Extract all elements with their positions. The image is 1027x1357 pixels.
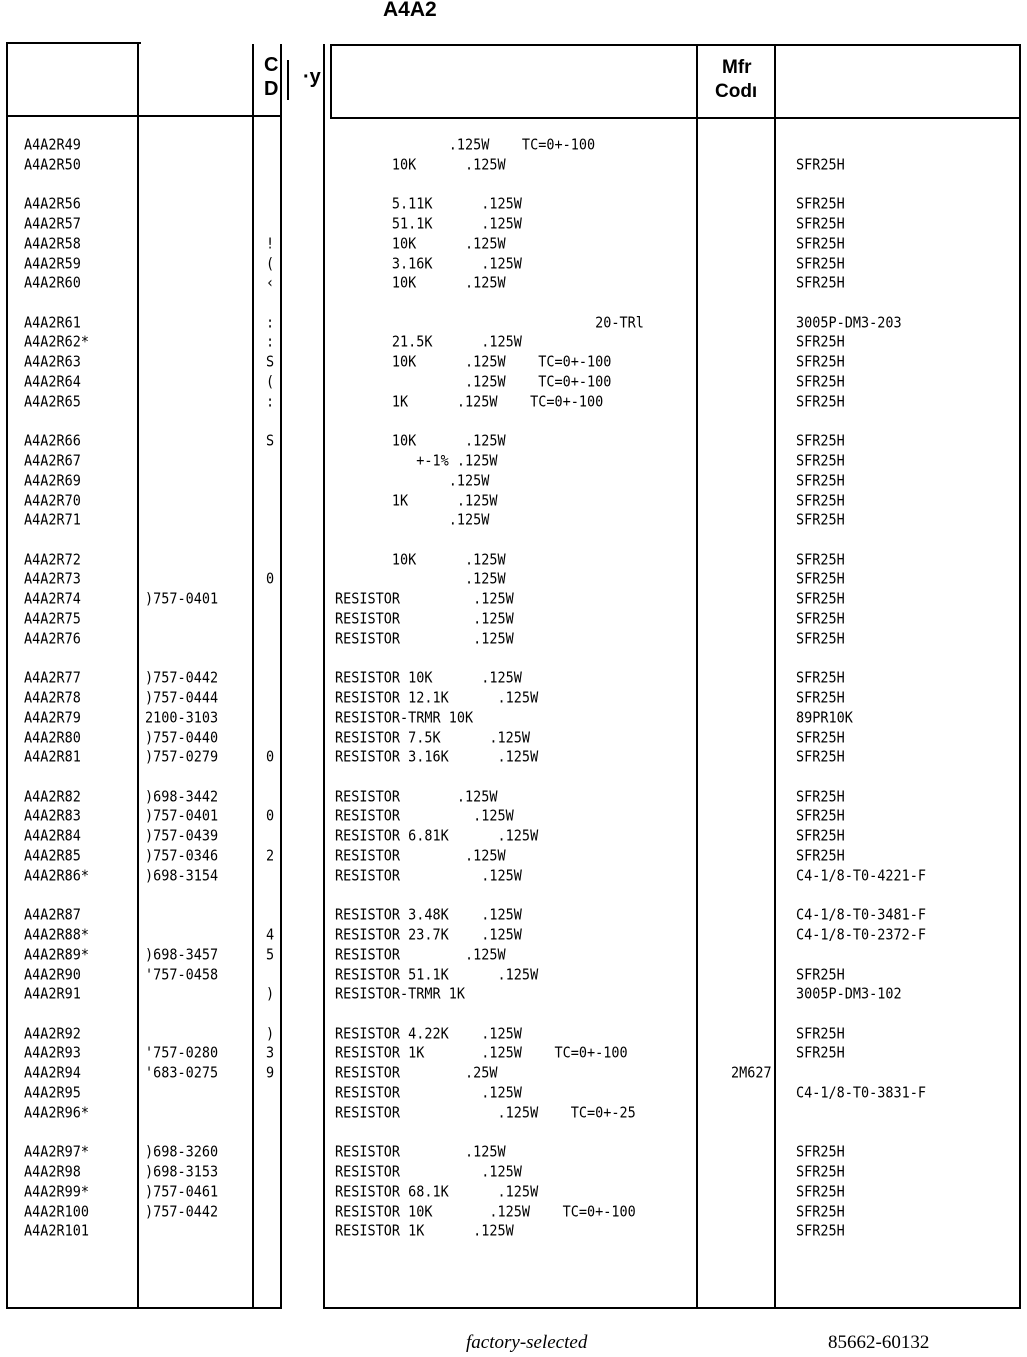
part-number: )698-3154 (145, 866, 219, 885)
description: RESISTOR .125W (335, 1162, 522, 1181)
description: RESISTOR-TRMR 10K (335, 708, 474, 727)
description: RESISTOR .125W (335, 846, 506, 865)
part-number: '757-0280 (145, 1044, 219, 1063)
check-digit: 0 (266, 807, 275, 826)
column-divider-10 (1019, 44, 1021, 1309)
reference-designator: A4A2R82 (24, 787, 81, 806)
description: RESISTOR 7.5K .125W (335, 728, 531, 747)
description: RESISTOR 23.7K .125W (335, 925, 522, 944)
reference-designator: A4A2R49 (24, 135, 81, 154)
mfr-part-number: SFR25H (796, 1024, 845, 1043)
mfr-part-number: SFR25H (796, 471, 845, 490)
description: 21.5K .125W (335, 333, 522, 352)
mfr-part-number: SFR25H (796, 491, 845, 510)
check-digit: ) (266, 1024, 275, 1043)
column-divider-4 (280, 44, 282, 1309)
description: RESISTOR 1K .125W TC=0+-100 (335, 1044, 628, 1063)
mfr-part-number: SFR25H (796, 550, 845, 569)
description: RESISTOR .125W (335, 866, 522, 885)
mfr-part-number: SFR25H (796, 1044, 845, 1063)
mfr-part-number: C4-1/8-T0-3481-F (796, 905, 927, 924)
mfr-part-number: SFR25H (796, 846, 845, 865)
part-number: '683-0275 (145, 1064, 219, 1082)
reference-designator: A4A2R91 (24, 985, 81, 1004)
mfr-part-number: SFR25H (796, 728, 845, 747)
description: 1K .125W TC=0+-100 (335, 392, 604, 411)
reference-designator: A4A2R93 (24, 1044, 81, 1063)
part-number: )698-3153 (145, 1162, 219, 1181)
mfr-part-number: SFR25H (796, 155, 845, 174)
reference-designator: A4A2R72 (24, 550, 81, 569)
description: RESISTOR .125W (335, 945, 506, 964)
reference-designator: A4A2R90 (24, 965, 81, 984)
mfr-part-number: SFR25H (796, 234, 845, 253)
part-number: )757-0444 (145, 688, 219, 707)
mfr-part-number: 3005P-DM3-203 (796, 313, 902, 332)
reference-designator: A4A2R95 (24, 1083, 81, 1102)
footer-part-number: 85662-60132 (828, 1332, 930, 1353)
description: RESISTOR 10K .125W TC=0+-100 (335, 1202, 636, 1221)
reference-designator: A4A2R60 (24, 274, 81, 293)
description: 10K .125W (335, 155, 506, 174)
check-digit: : (266, 333, 275, 352)
description: RESISTOR .125W (335, 1083, 522, 1102)
reference-designator: A4A2R62* (24, 333, 90, 352)
mfr-part-number: SFR25H (796, 787, 845, 806)
column-divider-7 (330, 44, 332, 119)
reference-designator: A4A2R58 (24, 234, 81, 253)
part-number: )757-0440 (145, 728, 219, 747)
table-top-rule-right (330, 44, 1019, 46)
header-mfr-code-line1: Mfr (722, 57, 752, 78)
reference-designator: A4A2R71 (24, 511, 81, 530)
column-divider-6 (323, 44, 325, 1309)
reference-designator: A4A2R88* (24, 925, 90, 944)
mfr-part-number: SFR25H (796, 827, 845, 845)
description: +-1% .125W (335, 451, 498, 470)
column-divider-3 (252, 44, 254, 1309)
reference-designator: A4A2R76 (24, 629, 81, 648)
reference-designator: A4A2R92 (24, 1024, 81, 1043)
check-digit: ‹ (266, 274, 275, 293)
mfr-part-number: SFR25H (796, 451, 845, 470)
part-number: '757-0458 (145, 965, 219, 984)
header-bottom-rule-right (330, 117, 1019, 119)
part-number: )757-0461 (145, 1182, 219, 1201)
check-digit: 0 (266, 748, 275, 767)
part-number: )698-3442 (145, 787, 219, 806)
check-digit: ( (266, 254, 275, 273)
reference-designator: A4A2R70 (24, 491, 81, 510)
reference-designator: A4A2R65 (24, 392, 81, 411)
header-mfr-code-line2: Codı (715, 81, 758, 102)
part-number: )757-0401 (145, 807, 219, 826)
check-digit: S (266, 353, 275, 371)
reference-designator: A4A2R100 (24, 1202, 90, 1221)
check-digit: 5 (266, 945, 275, 964)
mfr-part-number: SFR25H (796, 431, 845, 450)
check-digit: 4 (266, 925, 275, 944)
reference-designator: A4A2R101 (24, 1222, 90, 1241)
mfr-part-number: SFR25H (796, 965, 845, 984)
description: RESISTOR 10K .125W (335, 668, 522, 687)
mfr-part-number: SFR25H (796, 1202, 845, 1221)
description: 10K .125W (335, 234, 506, 253)
reference-designator: A4A2R79 (24, 708, 81, 727)
description: .125W (335, 471, 490, 490)
description: .125W TC=0+-100 (335, 372, 612, 391)
description: RESISTOR 3.16K .125W (335, 748, 539, 767)
mfr-part-number: SFR25H (796, 511, 845, 530)
description: RESISTOR 1K .125W (335, 1222, 514, 1241)
description: RESISTOR 51.1K .125W (335, 965, 539, 984)
description: 5.11K .125W (335, 194, 522, 213)
mfr-part-number: 3005P-DM3-102 (796, 985, 902, 1004)
check-digit: 3 (266, 1044, 275, 1063)
reference-designator: A4A2R81 (24, 748, 81, 767)
reference-designator: A4A2R67 (24, 451, 81, 470)
mfr-part-number: SFR25H (796, 748, 845, 767)
description: RESISTOR .125W (335, 609, 514, 628)
mfr-part-number: SFR25H (796, 333, 845, 352)
header-cd-top: C (264, 54, 279, 76)
description: RESISTOR 12.1K .125W (335, 688, 539, 707)
mfr-part-number: SFR25H (796, 1162, 845, 1181)
header-qty-fragment: ·y (303, 66, 321, 88)
part-number: )757-0442 (145, 668, 219, 687)
reference-designator: A4A2R78 (24, 688, 81, 707)
reference-designator: A4A2R75 (24, 609, 81, 628)
part-number: )698-3457 (145, 945, 219, 964)
mfr-part-number: SFR25H (796, 590, 845, 608)
mfr-part-number: SFR25H (796, 609, 845, 628)
reference-designator: A4A2R63 (24, 353, 81, 371)
column-divider-1 (6, 42, 8, 1309)
reference-designator: A4A2R59 (24, 254, 81, 273)
reference-designator: A4A2R94 (24, 1064, 81, 1082)
description: RESISTOR 6.81K .125W (335, 827, 539, 845)
reference-designator: A4A2R73 (24, 570, 81, 589)
mfr-part-number: 89PR10K (796, 708, 853, 727)
mfr-part-number: SFR25H (796, 353, 845, 371)
description: 10K .125W (335, 431, 506, 450)
part-number: )757-0279 (145, 748, 219, 767)
reference-designator: A4A2R61 (24, 313, 81, 332)
description: 20-TRl (335, 313, 644, 332)
mfr-part-number: SFR25H (796, 688, 845, 707)
mfr-code: 2M627 (731, 1064, 772, 1082)
mfr-part-number: SFR25H (796, 274, 845, 293)
mfr-part-number: SFR25H (796, 392, 845, 411)
mfr-part-number: SFR25H (796, 214, 845, 233)
reference-designator: A4A2R57 (24, 214, 81, 233)
reference-designator: A4A2R99* (24, 1182, 90, 1201)
mfr-part-number: SFR25H (796, 1142, 845, 1161)
reference-designator: A4A2R86* (24, 866, 90, 885)
mfr-part-number: SFR25H (796, 1222, 845, 1241)
column-divider-2 (137, 42, 139, 1309)
reference-designator: A4A2R80 (24, 728, 81, 747)
reference-designator: A4A2R98 (24, 1162, 81, 1181)
description: .125W (335, 570, 506, 589)
mfr-part-number: SFR25H (796, 372, 845, 391)
check-digit: 0 (266, 570, 275, 589)
header-cd-bottom: D (264, 78, 279, 100)
reference-designator: A4A2R97* (24, 1142, 90, 1161)
mfr-part-number: C4-1/8-T0-4221-F (796, 866, 927, 885)
description: .125W (335, 511, 490, 530)
reference-designator: A4A2R83 (24, 807, 81, 826)
part-number: )698-3260 (145, 1142, 219, 1161)
description: 1K .125W (335, 491, 498, 510)
part-number: )757-0439 (145, 827, 219, 845)
description: RESISTOR 3.48K .125W (335, 905, 522, 924)
description: RESISTOR .125W (335, 629, 514, 648)
description: 51.1K .125W (335, 214, 522, 233)
header-bottom-rule-left (6, 115, 282, 117)
column-divider-8 (696, 44, 698, 1309)
mfr-part-number: SFR25H (796, 570, 845, 589)
check-digit: S (266, 431, 275, 450)
table-bottom-rule-right (323, 1307, 1019, 1309)
check-digit: 9 (266, 1064, 275, 1082)
part-number: )757-0442 (145, 1202, 219, 1221)
mfr-part-number: SFR25H (796, 629, 845, 648)
mfr-part-number: SFR25H (796, 254, 845, 273)
reference-designator: A4A2R66 (24, 431, 81, 450)
description: RESISTOR 4.22K .125W (335, 1024, 522, 1043)
reference-designator: A4A2R96* (24, 1103, 90, 1122)
description: RESISTOR .125W (335, 1142, 506, 1161)
column-divider-5a (287, 60, 289, 100)
reference-designator: A4A2R85 (24, 846, 81, 865)
reference-designator: A4A2R74 (24, 590, 81, 608)
table-bottom-rule-left (6, 1307, 282, 1309)
check-digit: 2 (266, 846, 275, 865)
description: RESISTOR 68.1K .125W (335, 1182, 539, 1201)
mfr-part-number: SFR25H (796, 807, 845, 826)
footer-note: factory-selected (466, 1332, 588, 1353)
part-number: )757-0346 (145, 846, 219, 865)
description: 10K .125W (335, 550, 506, 569)
description: .125W TC=0+-100 (335, 135, 596, 154)
mfr-part-number: SFR25H (796, 1182, 845, 1201)
mfr-part-number: C4-1/8-T0-2372-F (796, 925, 927, 944)
part-number: )757-0401 (145, 590, 219, 608)
check-digit: : (266, 392, 275, 411)
mfr-part-number: C4-1/8-T0-3831-F (796, 1083, 927, 1102)
check-digit: ! (266, 234, 275, 253)
mfr-part-number: SFR25H (796, 194, 845, 213)
reference-designator: A4A2R87 (24, 905, 81, 924)
description: RESISTOR .25W (335, 1064, 498, 1082)
table-top-rule-left (6, 42, 141, 44)
check-digit: : (266, 313, 275, 332)
description: 10K .125W (335, 274, 506, 293)
part-number: 2100-3103 (145, 708, 219, 727)
reference-designator: A4A2R69 (24, 471, 81, 490)
column-divider-9 (774, 44, 776, 1309)
description: RESISTOR .125W (335, 590, 514, 608)
page-title: A4A2 (383, 0, 437, 21)
reference-designator: A4A2R77 (24, 668, 81, 687)
description: RESISTOR .125W (335, 807, 514, 826)
reference-designator: A4A2R56 (24, 194, 81, 213)
reference-designator: A4A2R64 (24, 372, 81, 391)
mfr-part-number: SFR25H (796, 668, 845, 687)
description: RESISTOR .125W (335, 787, 498, 806)
check-digit: ( (266, 372, 275, 391)
description: RESISTOR-TRMR 1K (335, 985, 466, 1004)
description: RESISTOR .125W TC=0+-25 (335, 1103, 636, 1122)
reference-designator: A4A2R50 (24, 155, 81, 174)
description: 3.16K .125W (335, 254, 522, 273)
reference-designator: A4A2R84 (24, 827, 81, 845)
check-digit: ) (266, 985, 275, 1004)
reference-designator: A4A2R89* (24, 945, 90, 964)
description: 10K .125W TC=0+-100 (335, 353, 612, 371)
